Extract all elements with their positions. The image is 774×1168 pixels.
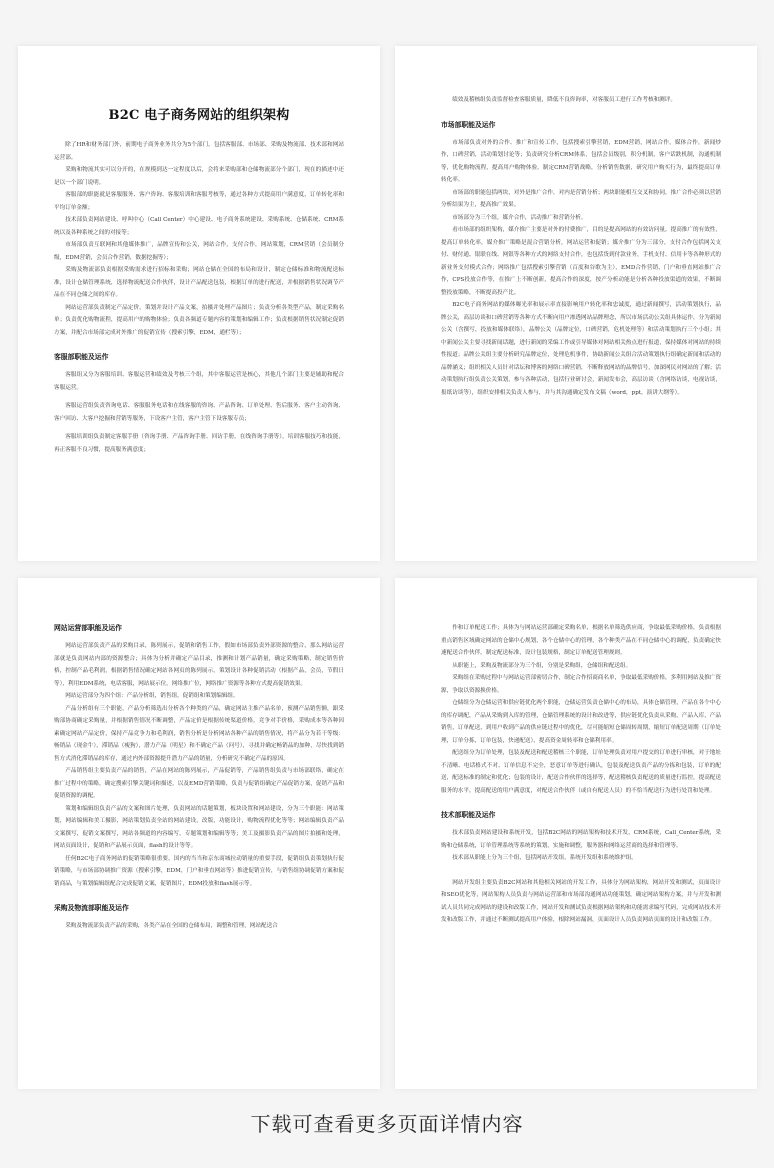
paragraph: 采购及物流部负责产品的采购，各类产品在全国的仓储布局，调整和管理，网站配送合: [65, 923, 278, 929]
section-heading-customer-service: 客服部职能及运作: [54, 353, 109, 361]
paragraph: 客服组又分为客服培训、客服运营和绩效及考核三个组，其中客服运营是核心，其他几个部门主要是辅助和配合客服运营。: [54, 372, 344, 391]
download-more-link[interactable]: 下载可查看更多页面详情内容: [250, 1112, 524, 1136]
intro-section: [54, 139, 344, 339]
paragraph: 产品销售组主要负责产品的销售，产品在网站的陈列展示，产品促销等，产品销售组负责与市场部联络，确定在推广过程中的策略，确定搜索引擎关键词和描述，以及EMD营销策略，负责与促销组确定产品促销方案，促销产品和促销资源的调配。: [54, 768, 344, 799]
paragraph: 市场部的职能包括两块，对外是推广合作，对内是营销分析；两块职能相互交叉和协同，推广合作必须以营销分析结果为主，提高推广效果。: [441, 189, 721, 208]
paragraph: 网站运营部负责产品的采购目录，陈列展示，促销和销售工作，假如市场部负责外部资源的整合，那么网站运营部就是负责网站内部的资源整合；具体为分析并确定产品目录，推测和计划产品销量，确定采购策略，制定销售价格，控制产品毛利润，根据销售情况确定网站各网页的陈列展示，策划设计各种促销活动（根据产品，会员，节假日等），利用EDM系统，电话客服，网站展示位，网络推广位，网络推广资源等各种方式提高促销效果。: [54, 643, 344, 687]
paragraph: 采购和物流其实可以分开的，在规模到达一定程度以后，会将来采购部和仓储物流部分个部门，现在的描述中还是以一个部门说明。: [54, 167, 344, 186]
paragraph: 从职能上，采购及物流部分为三个组，分别是采购组，仓储组和配送组。: [452, 662, 632, 669]
paragraph: 客服运营组负责咨询电话、客服服务电话和在线客服的咨询、产品咨询、订单处理、售后服务、客户主动咨询、客户回访、大客户挖掘和营销等服务，下设客户主管，客户主管下设客服专员；: [54, 403, 344, 422]
paragraph: 市场部负责对外的合作、推广和宣传工作，包括搜索引擎营销，EDM营销，网站合作，媒体合作，新闻炒作，口碑营销，活动策划讨论等；负责研究分析CRM体系，包括会员级别，积分机制，客户话跌机制，沟通机制等，优化购物流程，提高用户购物体验，制定CRM营销战略，分析销售数据，研究用户购买行为，最终提高订单转化率。: [441, 139, 721, 183]
paragraph: 绩效及稽核组负责监督检查客服质量，降低不良咨询率，对客服员工进行工作考核和测评。: [452, 97, 676, 103]
paragraph: 配送组分为订单处理，包装及配送和配送稽核三个职能，订单处理负责对用户提交的订单进行审核，对于地址不清晰、电话格式不对、订单信息不完全，恶意订单等进行确认，包装及配送负责产品的分拣和包装，订单的配送，配送标准的制定和优化；包装的设计，配送合作伙伴的选择等，配送稽核负责配送的质量进行监控，提高配送服务的水平，提高配送的用户满意度，对配送合作伙伴（或自有配送人员）的不恰当配送行为进行处罚和处理。: [441, 750, 721, 794]
paragraph: 客服培训组负责制定客服手册（咨询手册、产品咨询手册、回访手册，在线咨询手册等），培训客服技巧和技能，再正客服不良习惯，提高服务满意度；: [54, 434, 344, 453]
paragraph: 策划和编辑组负责产品的文案和图片处理，负责网站的话题策划，板块设置和网站建设，分为三个职能：网站策划，网站编辑和美工摄影，网站策划负责全站的网站建设，改版，功能设计，购物流程优化等等；网站编辑负责产品文案撰写，促销文案撰写，网站各频道的内容编写，专题策划和编辑等等；美工及摄影负责产品的图片拍摄和处理，网站页面设计，促销和产品展示页面，flash的设计等等。: [54, 805, 344, 849]
customer-service-section: [54, 369, 344, 456]
paragraph: 技术部负责网站建设、呼叫中心（Call Center）中心建设、电子商务系统建设、采购系统、仓储系统、CRM系统以及各种系统之间的对接等；: [54, 217, 344, 236]
paragraph: 网站运营部负责制定产品定价，策划并设计产品文案，拍摄并处理产品图片；负责分析各类型产品，制定采购名单；负责优化购物流程，提高用户的购物体验；负责各频道专题内容的策划和编辑工作；负责根据销售状况制定促销方案，并配合市场部完成对外推广的促销宣传（搜索引擎，EDM，通栏等）；: [54, 304, 344, 336]
paragraph: 技术部从职能上分为三个组，包括网站开发组，系统开发组和系统维护组。: [452, 855, 637, 861]
document-page-3: [18, 578, 380, 1089]
paragraph: B2C电子商务网站的媒体曝光率和展示率直接影响用户转化率和忠诚度，通过新闻撰写，活动策划执行，品牌公关，高层访谈和口碑营销等各种方式不断向用户渗透网站品牌理念，所以市场活动公关组具体运作，分为新闻公关（含撰写，投放和媒体联络），品牌公关（品牌定位，口碑营销，危机处理等）和活动策划执行三个小组；其中新闻公关主要寻找新闻话题，进行新闻的采编工作或引导媒体对网站相关热点进行报道，保持媒体对网站的持续性报道；品牌公关组主要分析研究品牌定位，处理危机事件，协助新闻公关组合活动策划执行组确定新闻和活动的品牌涵义；组织相关人员针对话坛和博客的网络口碑营销，不断释放网站的品牌信号，加深网民对网站的了解；活动策划执行组负责公关策划，参与各种活动，包括行业研讨会，新闻发布会，高层访谈（含网络访谈，电视访谈，报纸访谈等），组织安排相关负责人参与，并与其沟通确定发布文稿（word，ppt，演讲大纲等）。: [441, 302, 721, 396]
site-operations-section: [54, 640, 344, 890]
paragraph: 市场部分为三个组，媒介合作，活动推广和营销分析。: [452, 214, 587, 221]
marketing-section: [441, 137, 721, 400]
section-heading-technology: 技术部职能及运作: [441, 811, 496, 819]
paragraph: 除了HR和财务部门外，前期电子商务业务共分为5个部门，包括客服部、市场部、采购及物流部、技术部和网站运营部。: [54, 142, 344, 161]
paragraph: 市场部负责互联网和其他媒体推广，品牌宣传和公关，网站合作，支付合作，网站策划，CRM营销（会员制分级，EDM营销，会员合作营销，数据挖掘等）；: [54, 242, 344, 261]
document-title: B2C 电子商务网站的组织架构: [108, 108, 290, 123]
document-page-1: [18, 46, 380, 561]
purchasing-logistics-section: [441, 622, 721, 797]
paragraph: 客服部的职能就是客服服务、客户咨询、客服培训和客服考核等，通过各种方式提高用户满意度，订单转化率和平均订单金额；: [54, 192, 344, 211]
paragraph: 技术部负责网站建设和系统开发，包括B2C网站的网站架构和技术开发，CRM系统，Call_Center系统，采购和仓储系统，订单管理系统等系统的策划，实施和调整，服务器和网络运营商的选择和管理等。: [441, 830, 721, 849]
section-heading-site-operations: 网站运营部职能及运作: [54, 624, 122, 632]
section-heading-marketing: 市场部职能及运作: [441, 120, 496, 129]
section-heading-purchasing-logistics: 采购及物流部职能及运作: [54, 904, 129, 912]
technology-section: [441, 827, 721, 927]
document-page-4: [395, 578, 757, 1089]
paragraph: 网站运营部分为四个组：产品分析组，销售组，促销组和策划编辑组。: [65, 693, 239, 699]
paragraph: 仓储组分为仓储运营和供应链优化两个职能，仓储运营负责仓储中心的布局，具体仓储管理，产品在各个中心的库存调配，产品从采购到入库的管理，仓储管理系统的设计和改进等，供应链优化负责从采购，产品入库，产品销售，订单配送，到用户收到产品的供应链过程中的优化，尽可能缩短仓储周转周期，缩短订单配送周期（订单处理，订单分拣，订单包装，快递配送），提高资金周转率和仓储利用率。: [441, 700, 721, 744]
paragraph: 产品分析组有三个职能，产品分析筛选出分析各个种类的产品，确定网站主推产品名单，预测产品销售额，跟采购部协商确定采购量，并根据销售情况不断调整，产品定价是根据传统渠道价格，竞争对手价格，采购成本等各种因素确定网站产品定价，保持产品竞争力和毛利润，销售分析是分析网站各种产品的销售情况，将产品分为若干等级：畅销品（现金牛），滞销品（瘦狗），潜力产品（明星）和不确定产品（问号），寻找并确定畅销品的加种，尽快找到销售方式消化滞销品的库存，通过内外部资源提升潜力产品的销量，分析研究不确定产品的原因。: [54, 705, 344, 762]
document-page-2: [395, 46, 757, 561]
paragraph: 看市场部的组织架构，媒介推广主要是对外的付费推广，目的是提高网站的有效访问量，提高推广的有效性，提高订单转化率，媒介推广策略是混合营销分析，网站运营和促销；媒介推广分为三部分，支付合作包括网关支付、财付通、银联在线、网银等各种方式的网络支付合作，也包括货到付款业务，手机支付、信用卡等各种形式的新业务支付模式合作；网络推广包括搜索引擎营销（百度和谷歌为主），EMD合作营销，门户和垂直网站推广合作，CPS投放合作等，在推广上不断创新，提高合作的深度，按产分析动能是分析各种投放渠道的效果，不断调整投放策略，不断提高投产比。: [441, 227, 721, 296]
paragraph: 网站开发组主要负责B2C网站和其他相关网站的开发工作，具体分为网站架构，网站开发和测试，页面设计和SEO优化等，网站架构人员负责与网站运营部和市场部沟通网站功能策划，确定网站架构方案，并与开发和测试人员共同完成网站的建设和改版工作，网站开发和测试负责根据网站架构和功能需求编写代码，完成网站技术开发和改版工作，并通过不断测试提高用户体验，根除网站漏洞，页面设计人员负责网站页面的设计和改版工作。: [441, 879, 721, 923]
paragraph: 作和订单配送工作；具体为与网站运营部确定采购名单，根据名单筛选供应商，争取最低采购价格，负责根据重点销售区域确定网站的仓储中心规划，各个仓储中心的管理，各个种类产品在不同仓储中心的调配，负责确定快速配送合作伙伴，制定配送标准，设计包装规格，制定订单配送管理规则。: [441, 625, 721, 656]
paragraph: 采购及物流部负责根据采购需求进行招标和采购；网站仓储在全国的布局和设计，制定仓储标准和物流配送标准，设计仓储管理系统，选择物流配送合作伙伴，设计产品配送包装，根据订单的进行配送，并根据销售状况调节产品在不同仓储之间的库存。: [54, 267, 344, 298]
paragraph: 任何B2C电子商务网站的促销策略很重要，国内的当当和京东商城拉动销量的重要手段，促销组负责策划执行促销策略，与市场部协调推广资源（搜索引擎，EDM，门户和垂直网站等）推进促销宣传，与销售组协调促销方案和促销商品，与策划编辑组配合完成促销文案，促销图片，EDM投放和flash展示等。: [54, 855, 344, 887]
paragraph: 采购组在采购过程中与网站运营部密切合作，制定合作招商商名单，争取最低采购价格，多利用网站及推广资源，争取以资源换价格。: [441, 675, 721, 694]
